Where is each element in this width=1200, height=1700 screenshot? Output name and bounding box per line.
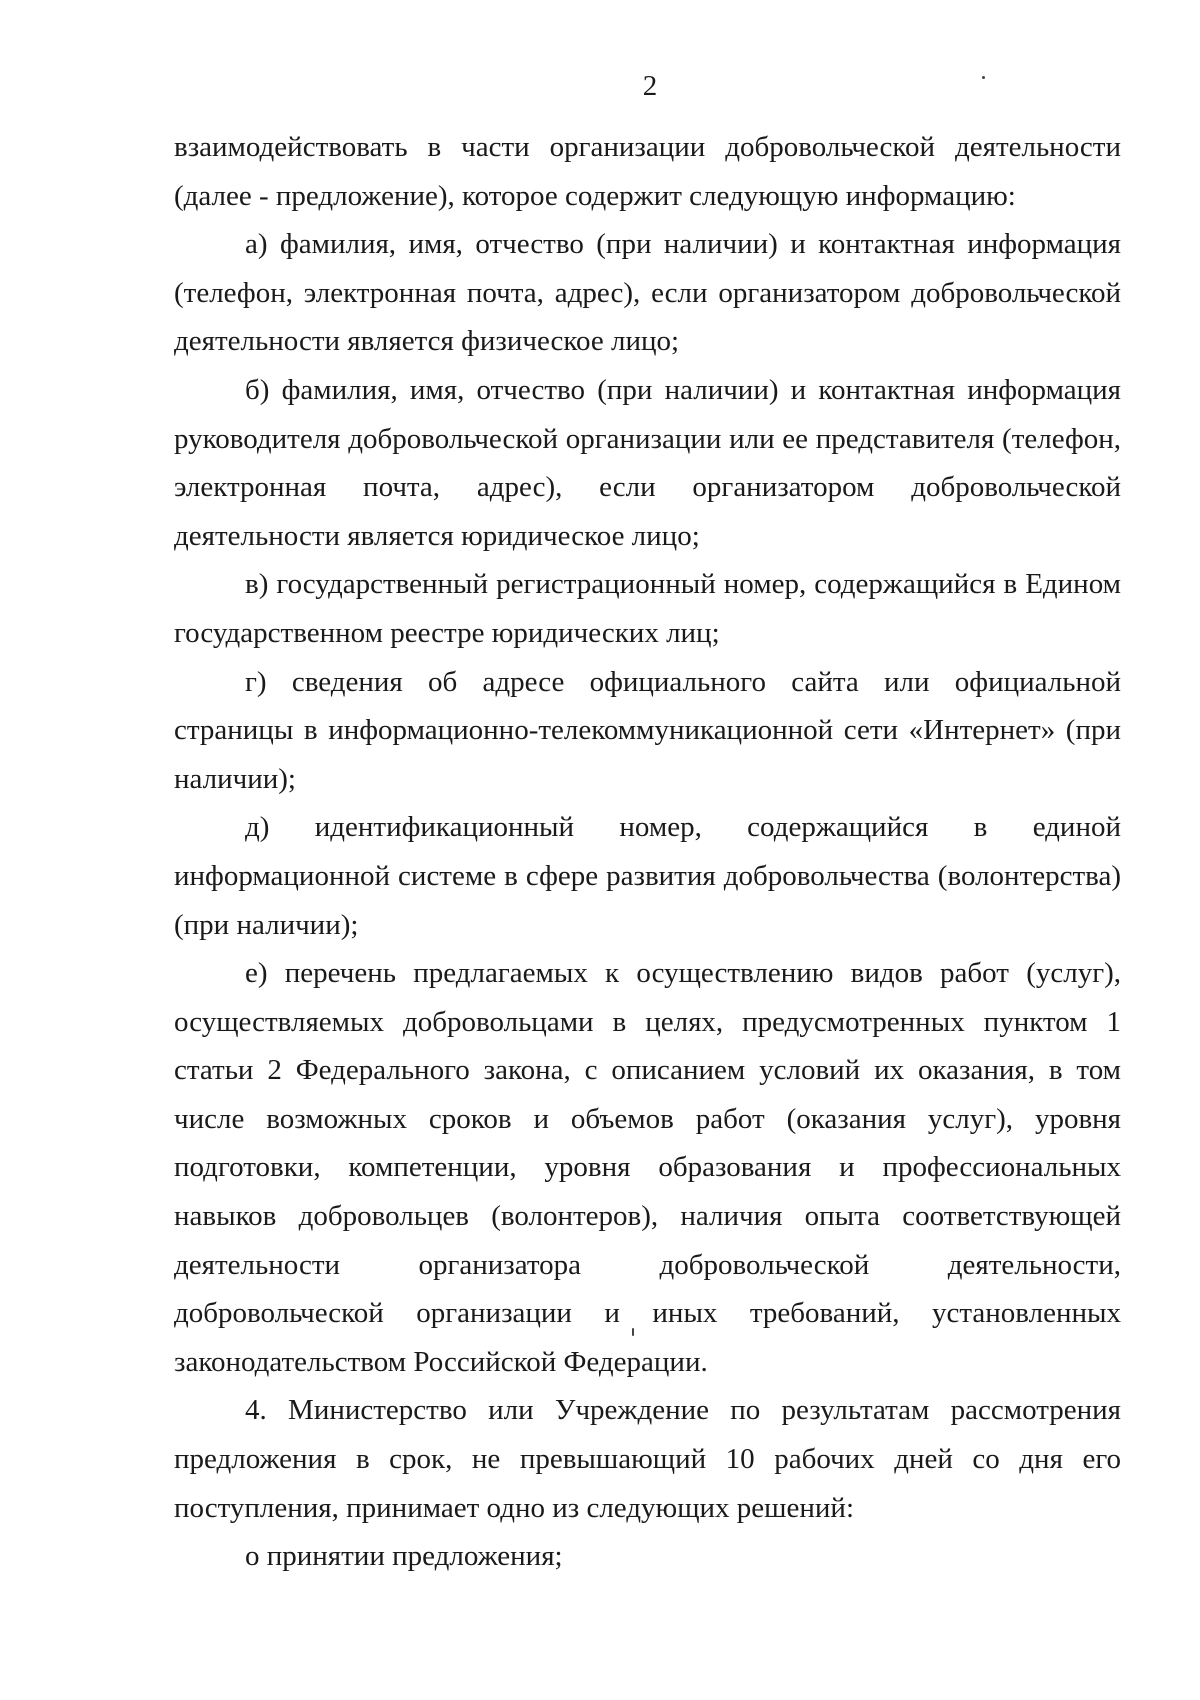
page-number: 2	[642, 70, 658, 102]
decision-option: о принятии предложения;	[245, 1540, 563, 1573]
list-item-b: б) фамилия, имя, отчество (при наличии) и контактная информация руководителя добровольческой организации или ее представителя (телефон, электронная почта, адрес), если организатором добровольческой деятельности является юридическое лицо;	[174, 373, 1121, 552]
scan-speck	[982, 76, 985, 79]
list-item-v: в) государственный регистрационный номер, содержащийся в Едином государственном реестре юридических лиц;	[174, 568, 1121, 649]
paragraph-continuation: взаимодействовать в части организации добровольческой деятельности (далее - предложение), которое содержит следующую информацию:	[174, 131, 1121, 212]
list-item-a: а) фамилия, имя, отчество (при наличии) и контактная информация (телефон, электронная почта, адрес), если организатором добровольческой деятельности является физическое лицо;	[174, 228, 1121, 358]
list-item-e: е) перечень предлагаемых к осуществлению видов работ (услуг), осуществляемых добровольцами в целях, предусмотренных пунктом 1 статьи 2 Федерального закона, с описанием условий их оказания, в том числе возможных сроков и объемов работ (оказания услуг), уровня подготовки, компетенции, уровня образования и профессиональных навыков добровольцев (волонтеров), наличия опыта соответствующей деятельности организатора добровольческой деятельности, добровольческой организации и иных требований, установленных законодательством Российской Федерации.	[174, 957, 1121, 1378]
list-item-d: д) идентификационный номер, содержащийся в единой информационной системе в сфере развития добровольчества (волонтерства) (при наличии);	[174, 811, 1121, 941]
list-item-g: г) сведения об адресе официального сайта или официальной страницы в информационно-телекоммуникационной сети «Интернет» (при наличии);	[174, 665, 1121, 795]
document-body	[174, 123, 1121, 1581]
clause-4: 4. Министерство или Учреждение по результатам рассмотрения предложения в срок, не превышающий 10 рабочих дней со дня его поступления, принимает одно из следующих решений:	[174, 1394, 1121, 1524]
